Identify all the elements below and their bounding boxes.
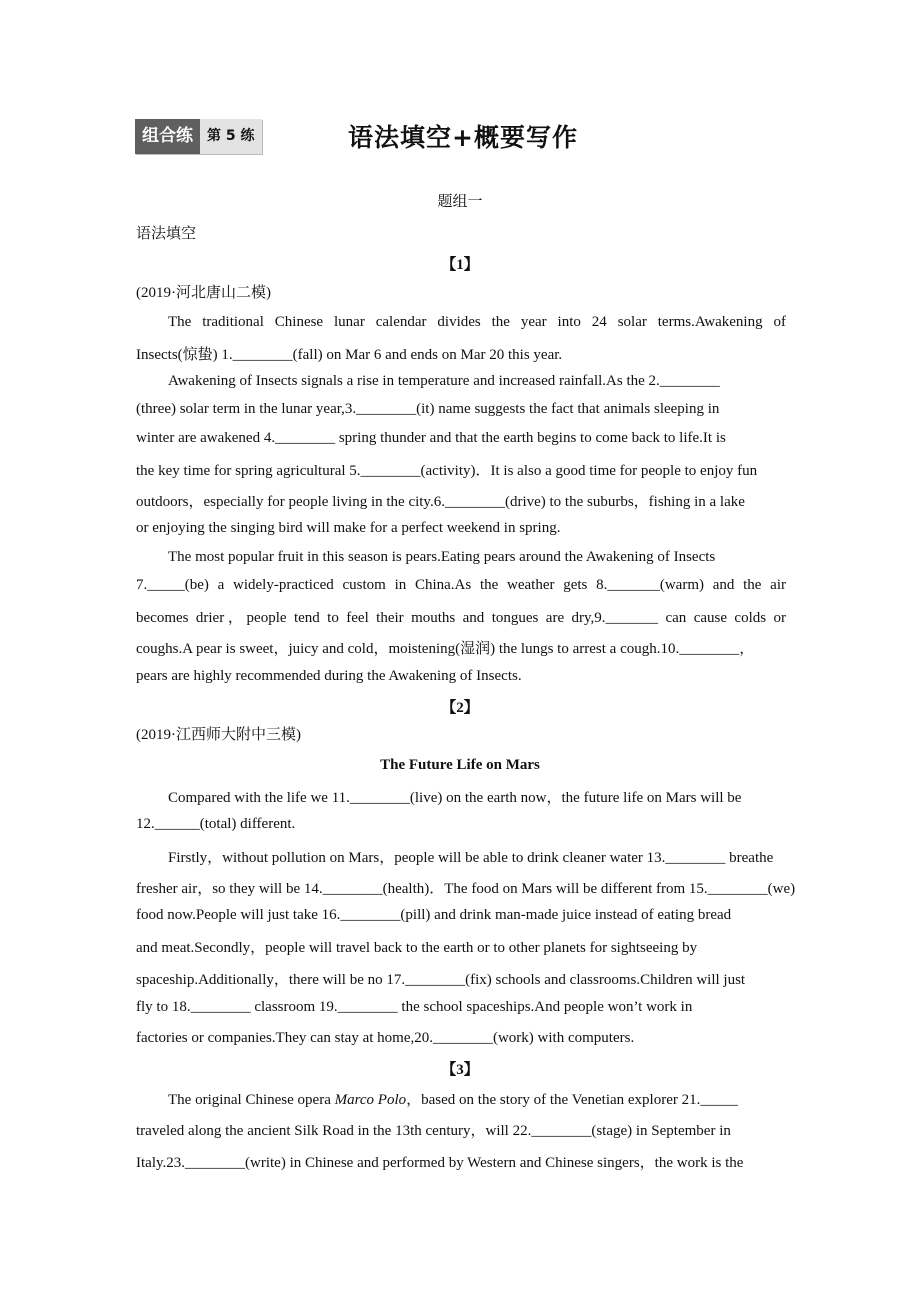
text-line: and meat.Secondly，people will travel back to the earth or to other planets for sightseeing by bbox=[136, 940, 698, 956]
text-line bbox=[168, 1088, 738, 1109]
text-line: Insects(惊蛰) 1.________(fall) on Mar 6 and ends on Mar 20 this year. bbox=[136, 347, 563, 363]
text-line: the key time for spring agricultural 5.________(activity)．It is also a good time for people to enjoy fun bbox=[136, 463, 758, 479]
text-line: coughs.A pear is sweet，juicy and cold，moistening(湿润) the lungs to arrest a cough.10.________， bbox=[136, 641, 755, 657]
text-line: fly to 18.________ classroom 19.________ the school spaceships.And people won’t work in bbox=[136, 999, 693, 1015]
text-line: spaceship.Additionally，there will be no 17.________(fix) schools and classrooms.Children will just bbox=[136, 972, 746, 988]
badge-combo-practice: 组合练 bbox=[135, 119, 200, 154]
exercise-badge bbox=[135, 119, 262, 154]
group-title: 题组一 bbox=[437, 194, 483, 210]
text-line: or enjoying the singing bird will make for a perfect weekend in spring. bbox=[136, 520, 561, 536]
text-line: Italy.23.________(write) in Chinese and performed by Western and Chinese singers，the work is the bbox=[136, 1155, 744, 1171]
section-label: 语法填空 bbox=[136, 224, 197, 242]
text-line: (three) solar term in the lunar year,3.________(it) name suggests the fact that animals sleeping in bbox=[136, 401, 720, 417]
text-line: food now.People will just take 16.________(pill) and drink man-made juice instead of eating bread bbox=[136, 907, 732, 923]
article-title: The Future Life on Mars bbox=[380, 757, 540, 773]
text-segment: ，based on the story of the Venetian explorer 21._____ bbox=[406, 1092, 738, 1108]
text-line: fresher air，so they will be 14.________(health)．The food on Mars will be different from 15.________(we) bbox=[136, 881, 796, 897]
text-line: 7._____(be) a widely-practiced custom in China.As the weather gets 8._______(warm) and the air bbox=[136, 577, 786, 593]
text-line: becomes drier，people tend to feel their mouths and tongues are dry,9._______ can cause colds or bbox=[136, 610, 786, 626]
text-line: The traditional Chinese lunar calendar divides the year into 24 solar terms.Awakening of bbox=[168, 314, 786, 330]
text-line: traveled along the ancient Silk Road in the 13th century，will 22.________(stage) in September in bbox=[136, 1123, 731, 1139]
text-line: pears are highly recommended during the Awakening of Insects. bbox=[136, 668, 522, 684]
badge-practice-number: 第 5 练 bbox=[200, 119, 262, 154]
text-line: winter are awakened 4.________ spring thunder and that the earth begins to come back to life.It is bbox=[136, 430, 726, 446]
text-line: Awakening of Insects signals a rise in temperature and increased rainfall.As the 2.________ bbox=[168, 373, 720, 389]
text-line: factories or companies.They can stay at home,20.________(work) with computers. bbox=[136, 1030, 635, 1046]
passage-number: 【3】 bbox=[441, 1062, 479, 1078]
text-line: The most popular fruit in this season is pears.Eating pears around the Awakening of Insects bbox=[168, 549, 716, 565]
text-line: Compared with the life we 11.________(live) on the earth now，the future life on Mars will be bbox=[168, 790, 742, 806]
text-segment: The original Chinese opera bbox=[168, 1092, 335, 1108]
opera-title: Marco Polo bbox=[334, 1092, 407, 1108]
page-title: 语法填空+概要写作 bbox=[348, 123, 578, 152]
text-line: Firstly，without pollution on Mars，people will be able to drink cleaner water 13.________ breathe bbox=[168, 850, 774, 866]
passage-source: (2019·河北唐山二模) bbox=[136, 285, 271, 301]
text-line: 12.______(total) different. bbox=[136, 816, 296, 832]
passage-number: 【2】 bbox=[441, 700, 479, 716]
text-line: outdoors，especially for people living in the city.6.________(drive) to the suburbs，fishing in a lake bbox=[136, 494, 745, 510]
passage-source: (2019·江西师大附中三模) bbox=[136, 727, 301, 743]
passage-number: 【1】 bbox=[441, 257, 479, 273]
